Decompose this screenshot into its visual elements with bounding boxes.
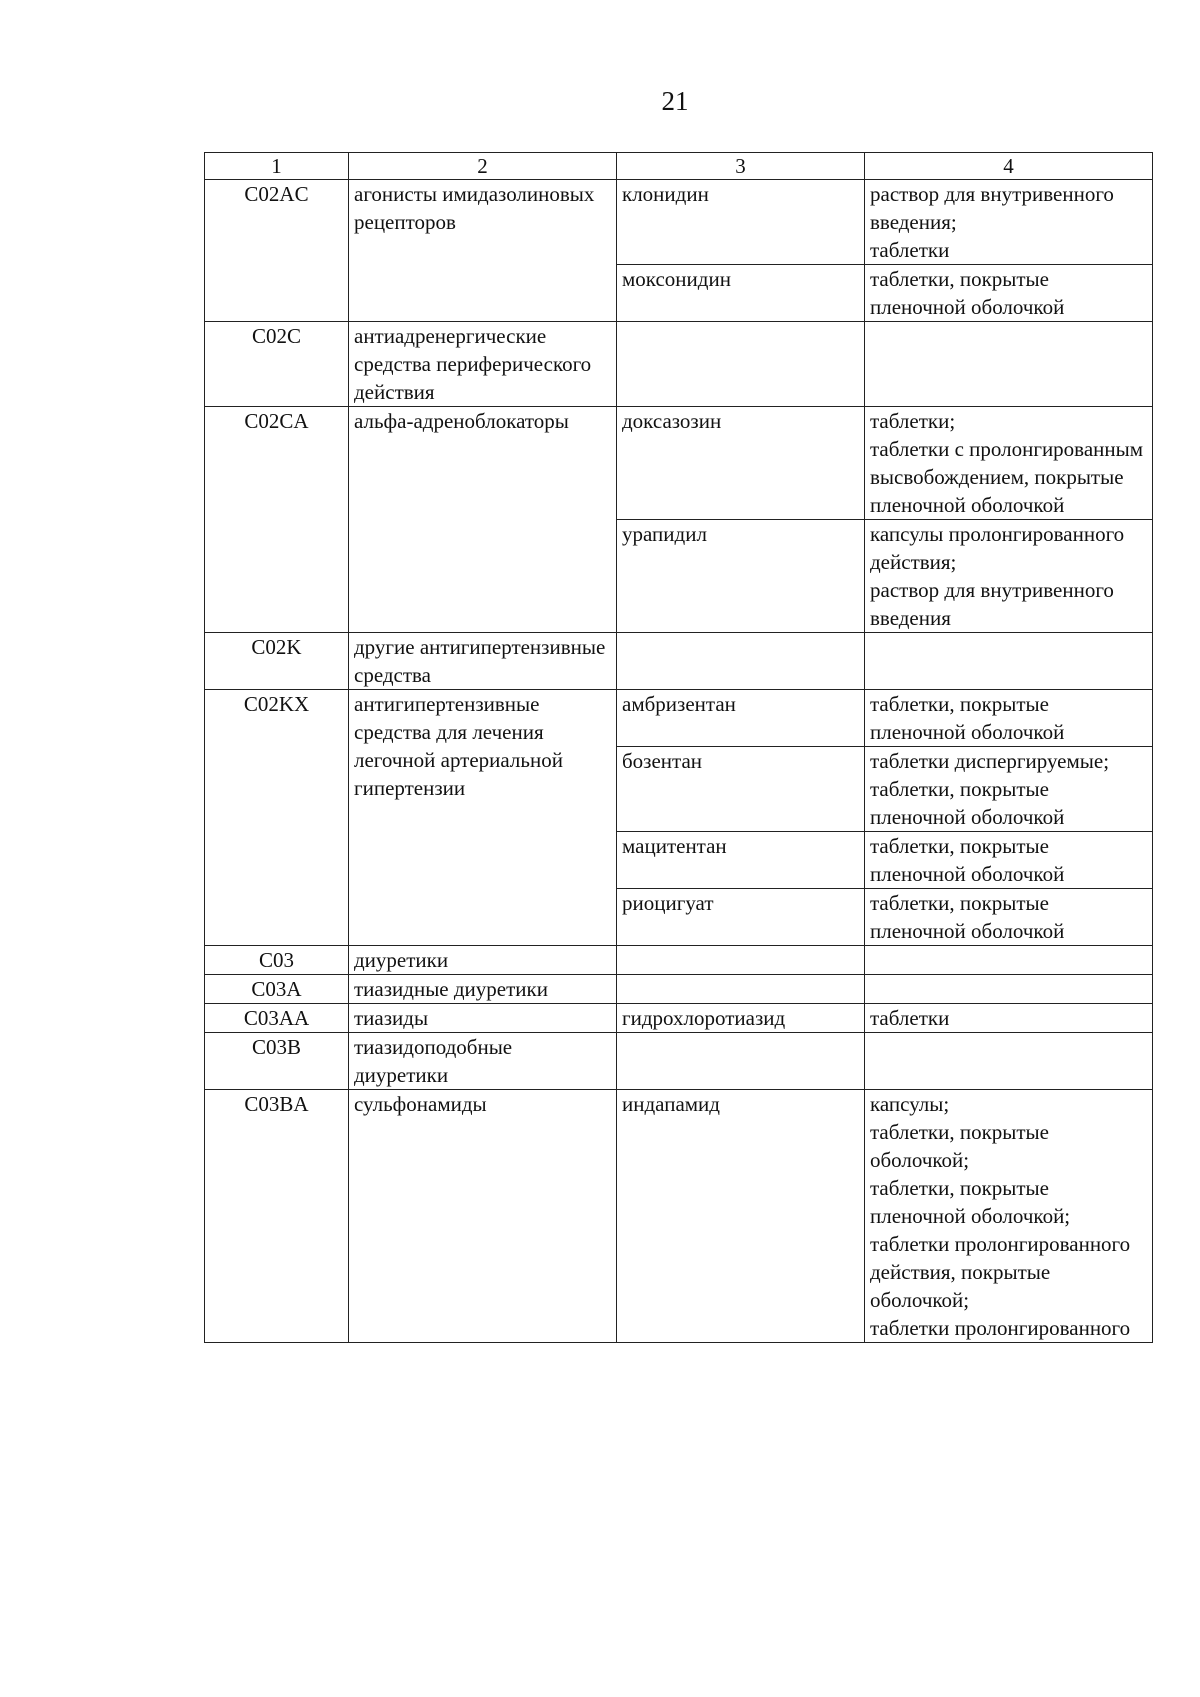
- drug-name-cell: амбризентан: [617, 690, 865, 747]
- dosage-forms-cell: раствор для внутривенного введения; таблетки: [865, 180, 1153, 265]
- table-row: [205, 407, 1153, 520]
- dosage-forms-cell: таблетки, покрытые пленочной оболочкой: [865, 265, 1153, 322]
- table-header-row: [205, 153, 1153, 180]
- table-row: [205, 1004, 1153, 1033]
- dosage-forms-cell: таблетки, покрытые пленочной оболочкой: [865, 690, 1153, 747]
- table-row: [205, 1033, 1153, 1090]
- atc-code-cell: C02K: [205, 633, 349, 690]
- drug-name-cell: моксонидин: [617, 265, 865, 322]
- table-row: [205, 633, 1153, 690]
- drug-name-cell: урапидил: [617, 520, 865, 633]
- drug-name-cell: клонидин: [617, 180, 865, 265]
- dosage-forms-cell: капсулы пролонгированного действия; раствор для внутривенного введения: [865, 520, 1153, 633]
- drug-name-cell: [617, 975, 865, 1004]
- group-description-cell: антиадренергические средства периферического действия: [349, 322, 617, 407]
- atc-code-cell: C02C: [205, 322, 349, 407]
- table-row: [205, 180, 1153, 265]
- drug-name-cell: гидрохлоротиазид: [617, 1004, 865, 1033]
- drug-name-cell: [617, 1033, 865, 1090]
- column-header-4: 4: [865, 153, 1153, 180]
- group-description-cell: тиазиды: [349, 1004, 617, 1033]
- table-row: [205, 946, 1153, 975]
- group-description-cell: антигипертензивные средства для лечения легочной артериальной гипертензии: [349, 690, 617, 946]
- dosage-forms-cell: [865, 1033, 1153, 1090]
- column-header-2: 2: [349, 153, 617, 180]
- dosage-forms-cell: [865, 946, 1153, 975]
- atc-code-cell: C03: [205, 946, 349, 975]
- atc-code-cell: C02CA: [205, 407, 349, 633]
- atc-code-cell: C03A: [205, 975, 349, 1004]
- drug-name-cell: индапамид: [617, 1090, 865, 1343]
- dosage-forms-cell: [865, 633, 1153, 690]
- drug-name-cell: [617, 946, 865, 975]
- column-header-3: 3: [617, 153, 865, 180]
- table-body: [205, 180, 1153, 1343]
- drug-name-cell: [617, 322, 865, 407]
- atc-code-cell: C02KX: [205, 690, 349, 946]
- dosage-forms-cell: таблетки; таблетки с пролонгированным высвобождением, покрытые пленочной оболочкой: [865, 407, 1153, 520]
- drug-name-cell: доксазозин: [617, 407, 865, 520]
- group-description-cell: тиазидоподобные диуретики: [349, 1033, 617, 1090]
- column-header-1: 1: [205, 153, 349, 180]
- dosage-forms-cell: таблетки, покрытые пленочной оболочкой: [865, 832, 1153, 889]
- table-row: [205, 322, 1153, 407]
- group-description-cell: тиазидные диуретики: [349, 975, 617, 1004]
- table-row: [205, 975, 1153, 1004]
- drug-name-cell: риоцигуат: [617, 889, 865, 946]
- atc-code-cell: C03BA: [205, 1090, 349, 1343]
- dosage-forms-cell: таблетки: [865, 1004, 1153, 1033]
- drug-name-cell: [617, 633, 865, 690]
- group-description-cell: альфа-адреноблокаторы: [349, 407, 617, 633]
- drug-classification-table: [204, 152, 1153, 1343]
- dosage-forms-cell: таблетки диспергируемые; таблетки, покрытые пленочной оболочкой: [865, 747, 1153, 832]
- drug-name-cell: бозентан: [617, 747, 865, 832]
- group-description-cell: другие антигипертензивные средства: [349, 633, 617, 690]
- group-description-cell: диуретики: [349, 946, 617, 975]
- atc-code-cell: C02AC: [205, 180, 349, 322]
- dosage-forms-cell: таблетки, покрытые пленочной оболочкой: [865, 889, 1153, 946]
- group-description-cell: сульфонамиды: [349, 1090, 617, 1343]
- drug-name-cell: мацитентан: [617, 832, 865, 889]
- page-number: 21: [661, 86, 689, 116]
- dosage-forms-cell: [865, 322, 1153, 407]
- atc-code-cell: C03B: [205, 1033, 349, 1090]
- dosage-forms-cell: капсулы; таблетки, покрытые оболочкой; таблетки, покрытые пленочной оболочкой; таблетки пролонгированного действия, покрытые оболочкой; таблетки пролонгированного: [865, 1090, 1153, 1343]
- table-row: [205, 690, 1153, 747]
- group-description-cell: агонисты имидазолиновых рецепторов: [349, 180, 617, 322]
- atc-code-cell: C03AA: [205, 1004, 349, 1033]
- dosage-forms-cell: [865, 975, 1153, 1004]
- table-row: [205, 1090, 1153, 1343]
